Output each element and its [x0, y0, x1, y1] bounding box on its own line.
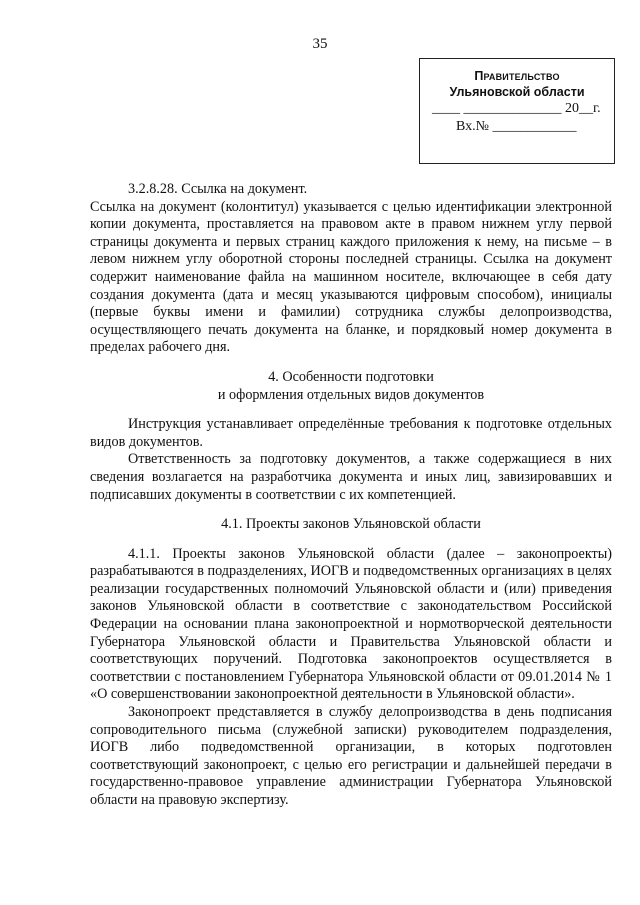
stamp-org-line1: Правительство: [474, 69, 560, 83]
section-4-para1: Инструкция устанавливает определённые требования к подготовке отдельных видов документов.: [90, 416, 612, 450]
stamp-date-line: ____ ______________ 20__г.: [432, 101, 601, 116]
item-3-2-8-28-text: Ссылка на документ (колонтитул) указывается с целью идентификации электронной копии документа, проставляется на правовом акте в правом нижнем углу первой страницы документа и первых страниц каждого приложения к нему, на письме – в левом нижнем углу оборотной стороны последней страницы. Ссылка на документ содержит наименование файла на машинном носителе, включающее в себя дату создания документа (дата и месяц указываются цифровым способом), инициалы (первые буквы имени и фамилии) сотрудника службы делопроизводства, осуществляющего печать документа на бланке, и порядковый номер документа в пределах рабочего дня.: [90, 198, 612, 356]
section-4-1-title: 4.1. Проекты законов Ульяновской области: [221, 516, 481, 533]
item-3-2-8-28-heading: 3.2.8.28. Ссылка на документ.: [128, 181, 308, 197]
stamp-org-line2: Ульяновской области: [449, 85, 585, 99]
document-body: [90, 181, 612, 810]
section-4-title-line1: 4. Особенности подготовки: [268, 368, 434, 385]
section-4-1-para1: 4.1.1. Проекты законов Ульяновской области (далее – законопроекты) разрабатываются в подразделениях, ИОГВ и подведомственных организациях в целях реализации государственных полномочий Ульяновской области и (или) приведения законов Ульяновской области в соответствие с законодательством Российской Федерации на основании плана законопроектной и нормотворческой деятельности Губернатора Ульяновской области и Правительства Ульяновской области и соответствующих поручений. Подготовка законопроектов осуществляется в соответствии с постановлением Губернатора Ульяновской области от 09.01.2014 № 1 «О совершенствовании законопроектной деятельности в Ульяновской области».: [90, 545, 612, 703]
stamp-registration-line: Вх.№ ____________: [456, 119, 577, 134]
section-4-para2: Ответственность за подготовку документов, а также содержащиеся в них сведения возлагается на разработчика документа и иных лиц, завизировавших и подписавших документы в соответствии с их компетенцией.: [90, 451, 612, 503]
page-number: 35: [312, 36, 328, 52]
registration-stamp: [419, 58, 615, 164]
section-4-1-para2: Законопроект представляется в службу делопроизводства в день подписания сопроводительного письма (служебной записки) руководителем подразделения, ИОГВ либо подведомственной организации, в которых подготовлен соответствующий законопроект, с целью его регистрации и дальнейшей передачи в государственно-правовое управление администрации Губернатора Ульяновской области на правовую экспертизу.: [90, 704, 612, 808]
section-4-title-line2: и оформления отдельных видов документов: [217, 386, 485, 403]
